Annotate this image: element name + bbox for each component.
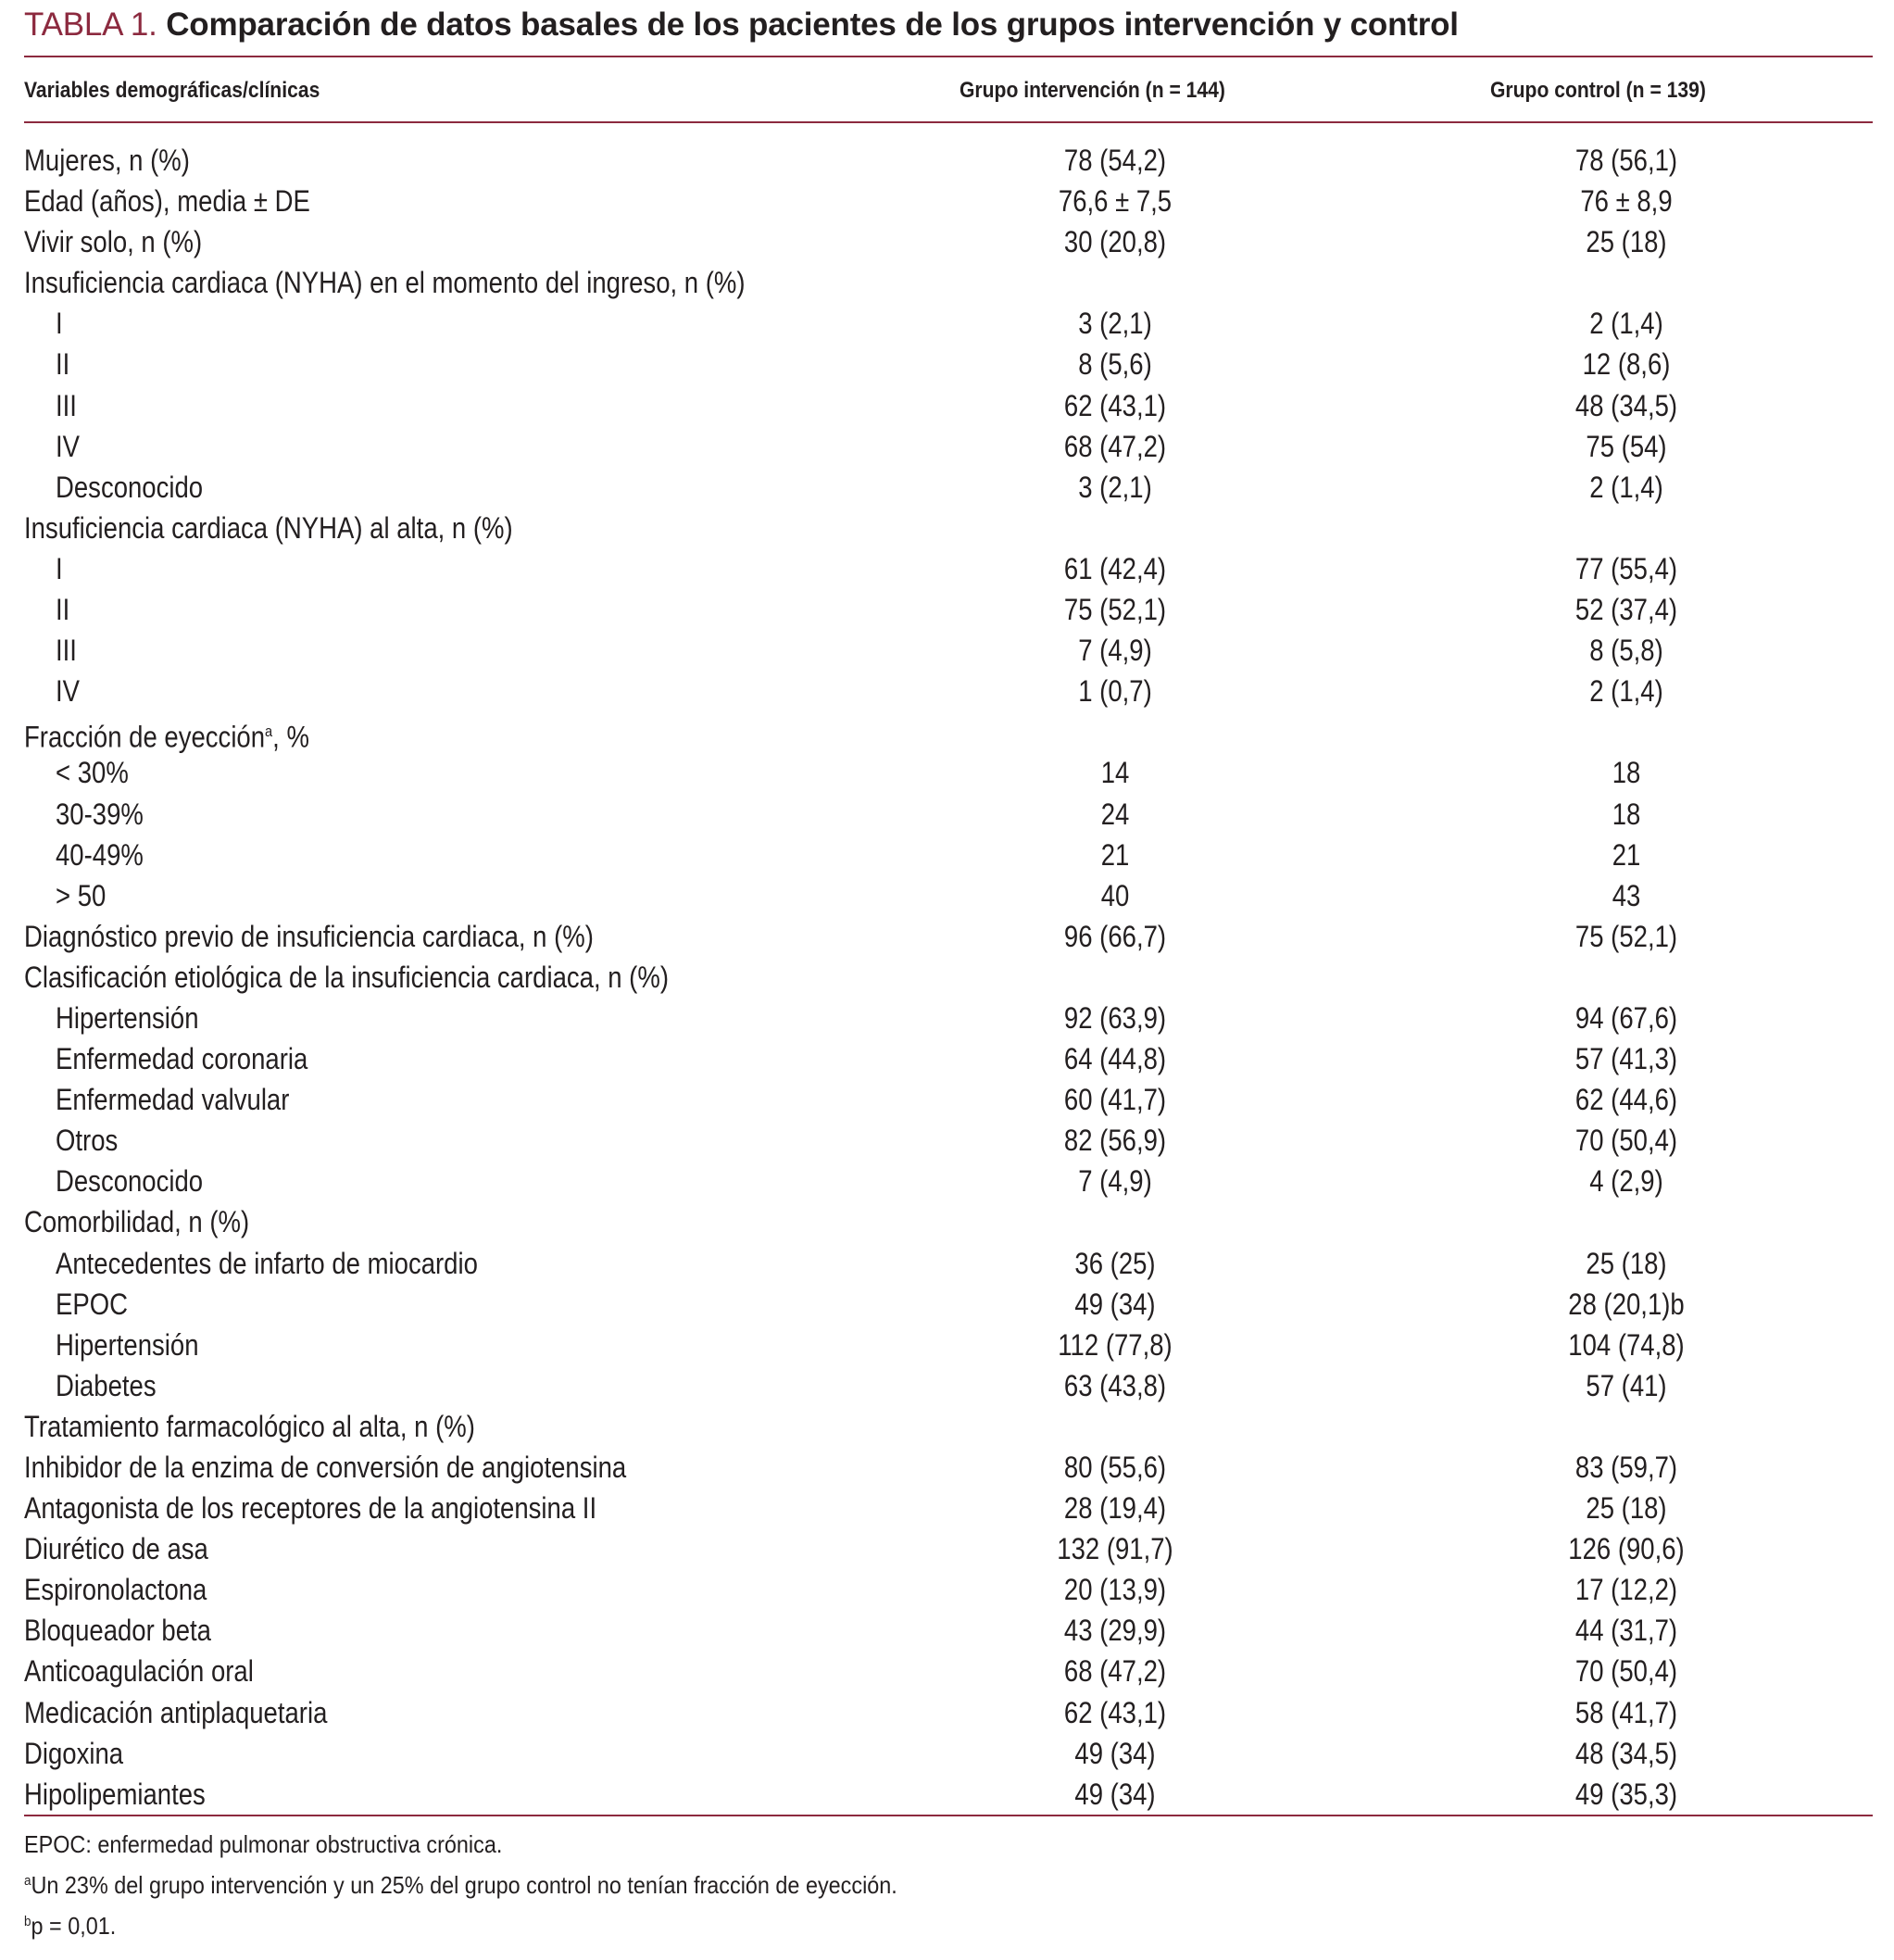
table-row bbox=[24, 221, 1873, 262]
value-control: 75 (54) bbox=[1586, 429, 1667, 463]
value-intervention: 20 (13,9) bbox=[1063, 1573, 1167, 1607]
table-row bbox=[24, 752, 1873, 793]
table-row bbox=[24, 1692, 1873, 1733]
footnote-a-mark: a bbox=[24, 1872, 31, 1889]
table-caption: Comparación de datos basales de los pacientes de los grupos intervención y control bbox=[166, 6, 1459, 43]
value-intervention: 3 (2,1) bbox=[1078, 470, 1152, 504]
value-control: 52 (37,4) bbox=[1574, 593, 1678, 627]
value-control: 25 (18) bbox=[1586, 225, 1667, 259]
value-intervention: 75 (52,1) bbox=[1063, 593, 1167, 627]
value-intervention: 63 (43,8) bbox=[1063, 1368, 1167, 1402]
row-label: Otros bbox=[56, 1124, 119, 1158]
table-row bbox=[24, 181, 1873, 221]
value-control: 126 (90,6) bbox=[1568, 1532, 1685, 1566]
row-label: II bbox=[56, 593, 70, 627]
row-label: Bloqueador beta bbox=[24, 1614, 211, 1648]
row-label: 40-49% bbox=[56, 837, 144, 872]
table-header bbox=[24, 57, 1873, 121]
row-label: Desconocido bbox=[56, 1164, 204, 1199]
value-intervention: 36 (25) bbox=[1074, 1246, 1156, 1280]
row-label: Anticoagulación oral bbox=[24, 1654, 254, 1689]
row-label-footnote-mark: a bbox=[265, 722, 273, 741]
table-row bbox=[24, 998, 1873, 1038]
value-intervention: 49 (34) bbox=[1074, 1777, 1156, 1811]
table-row bbox=[24, 1733, 1873, 1774]
value-intervention: 64 (44,8) bbox=[1063, 1042, 1167, 1076]
table-row bbox=[24, 508, 1873, 548]
row-label: Enfermedad coronaria bbox=[56, 1042, 308, 1076]
row-label: Diurético de asa bbox=[24, 1532, 208, 1566]
row-label: Antagonista de los receptores de la angiotensina II bbox=[24, 1491, 597, 1526]
footnote-abbreviation: EPOC: enfermedad pulmonar obstructiva crónica. bbox=[24, 1829, 503, 1858]
value-control: 78 (56,1) bbox=[1574, 144, 1678, 177]
row-label: III bbox=[56, 388, 77, 422]
value-intervention: 14 bbox=[1100, 756, 1130, 790]
table-row bbox=[24, 1284, 1873, 1325]
footnote-b bbox=[24, 1903, 1687, 1944]
value-control: 18 bbox=[1612, 797, 1641, 831]
value-control: 25 (18) bbox=[1586, 1246, 1667, 1280]
table-row bbox=[24, 467, 1873, 508]
value-control: 2 (1,4) bbox=[1589, 470, 1663, 504]
table-row bbox=[24, 1038, 1873, 1079]
table-row bbox=[24, 1569, 1873, 1610]
row-label bbox=[24, 711, 309, 758]
value-control: 28 (20,1)b bbox=[1568, 1287, 1685, 1321]
table-row bbox=[24, 671, 1873, 711]
value-intervention: 49 (34) bbox=[1074, 1736, 1156, 1770]
value-control: 57 (41) bbox=[1586, 1368, 1667, 1402]
table-row bbox=[24, 1774, 1873, 1815]
row-label: I bbox=[56, 307, 63, 341]
table-row bbox=[24, 957, 1873, 998]
row-label: Desconocido bbox=[56, 470, 204, 504]
table-footnotes bbox=[24, 1816, 1873, 1944]
table-row bbox=[24, 262, 1873, 303]
footnote-a-text: Un 23% del grupo intervención y un 25% del grupo control no tenían fracción de eyección. bbox=[31, 1870, 897, 1899]
table-row bbox=[24, 344, 1873, 384]
value-intervention: 96 (66,7) bbox=[1063, 919, 1167, 953]
value-control: 49 (35,3) bbox=[1574, 1777, 1678, 1811]
row-label: > 50 bbox=[56, 878, 107, 912]
table-row bbox=[24, 589, 1873, 630]
table-row bbox=[24, 426, 1873, 467]
table-row bbox=[24, 1365, 1873, 1406]
footnote-b-text: p = 0,01. bbox=[31, 1911, 117, 1940]
value-intervention: 40 bbox=[1100, 878, 1130, 912]
value-control: 83 (59,7) bbox=[1574, 1451, 1678, 1484]
table-row bbox=[24, 916, 1873, 957]
value-control: 48 (34,5) bbox=[1574, 388, 1678, 422]
row-label: Antecedentes de infarto de miocardio bbox=[56, 1246, 478, 1280]
row-label: Mujeres, n (%) bbox=[24, 144, 190, 177]
value-control: 12 (8,6) bbox=[1582, 347, 1671, 382]
table-row bbox=[24, 1120, 1873, 1161]
value-control: 44 (31,7) bbox=[1574, 1614, 1678, 1648]
value-control: 17 (12,2) bbox=[1574, 1573, 1678, 1607]
value-control: 57 (41,3) bbox=[1574, 1042, 1678, 1076]
value-intervention: 61 (42,4) bbox=[1063, 551, 1167, 585]
value-intervention: 76,6 ± 7,5 bbox=[1058, 184, 1173, 219]
table-row bbox=[24, 794, 1873, 835]
value-control: 75 (52,1) bbox=[1574, 919, 1678, 953]
table-row bbox=[24, 548, 1873, 589]
value-control: 77 (55,4) bbox=[1574, 551, 1678, 585]
row-label: IV bbox=[56, 429, 81, 463]
value-control: 94 (67,6) bbox=[1574, 1000, 1678, 1035]
value-control: 43 bbox=[1612, 878, 1641, 912]
table-number: TABLA 1. bbox=[24, 6, 157, 43]
row-label: 30-39% bbox=[56, 797, 144, 831]
column-header-control: Grupo control (n = 139) bbox=[1490, 78, 1706, 103]
value-intervention: 30 (20,8) bbox=[1063, 225, 1167, 259]
table-row bbox=[24, 1447, 1873, 1488]
value-control: 104 (74,8) bbox=[1568, 1327, 1685, 1362]
value-intervention: 62 (43,1) bbox=[1063, 388, 1167, 422]
column-header-variable: Variables demográficas/clínicas bbox=[24, 78, 320, 103]
row-label: Enfermedad valvular bbox=[56, 1083, 290, 1117]
value-intervention: 3 (2,1) bbox=[1078, 307, 1152, 341]
row-label: Medicación antiplaquetaria bbox=[24, 1695, 328, 1729]
row-label: < 30% bbox=[56, 756, 129, 790]
table-row bbox=[24, 1325, 1873, 1365]
table-row bbox=[24, 875, 1873, 916]
value-control: 2 (1,4) bbox=[1589, 674, 1663, 709]
table-row bbox=[24, 385, 1873, 426]
value-intervention: 132 (91,7) bbox=[1057, 1532, 1173, 1566]
row-label: Espironolactona bbox=[24, 1573, 207, 1607]
value-control: 76 ± 8,9 bbox=[1580, 184, 1673, 219]
table-row bbox=[24, 630, 1873, 671]
value-control: 21 bbox=[1612, 837, 1641, 872]
value-intervention: 21 bbox=[1100, 837, 1130, 872]
row-label: Digoxina bbox=[24, 1736, 124, 1770]
row-label: II bbox=[56, 347, 70, 382]
value-intervention: 7 (4,9) bbox=[1078, 634, 1152, 668]
table-row bbox=[24, 1406, 1873, 1447]
row-label: Hipertensión bbox=[56, 1000, 199, 1035]
value-control: 48 (34,5) bbox=[1574, 1736, 1678, 1770]
value-control: 58 (41,7) bbox=[1574, 1695, 1678, 1729]
table-row bbox=[24, 1528, 1873, 1569]
value-intervention: 78 (54,2) bbox=[1063, 144, 1167, 177]
row-label: IV bbox=[56, 674, 81, 709]
value-control: 2 (1,4) bbox=[1589, 307, 1663, 341]
row-label: Tratamiento farmacológico al alta, n (%) bbox=[24, 1409, 475, 1443]
table-row bbox=[24, 1161, 1873, 1201]
table-row bbox=[24, 1651, 1873, 1691]
table-body bbox=[24, 123, 1873, 1815]
row-label: Edad (años), media ± DE bbox=[24, 184, 310, 219]
row-label: EPOC bbox=[56, 1287, 128, 1321]
value-intervention: 60 (41,7) bbox=[1063, 1083, 1167, 1117]
table-row bbox=[24, 140, 1873, 181]
table-row bbox=[24, 835, 1873, 875]
row-label: Hipolipemiantes bbox=[24, 1777, 206, 1811]
row-label: Insuficiencia cardiaca (NYHA) al alta, n (%) bbox=[24, 510, 513, 545]
value-control: 25 (18) bbox=[1586, 1491, 1667, 1526]
row-label-tail: , % bbox=[272, 720, 309, 754]
row-label: Inhibidor de la enzima de conversión de angiotensina bbox=[24, 1451, 627, 1484]
value-intervention: 24 bbox=[1100, 797, 1130, 831]
row-label: Diagnóstico previo de insuficiencia cardiaca, n (%) bbox=[24, 919, 594, 953]
row-label: I bbox=[56, 551, 63, 585]
table-row bbox=[24, 1488, 1873, 1528]
table-row bbox=[24, 1079, 1873, 1120]
column-header-intervention: Grupo intervención (n = 144) bbox=[960, 78, 1225, 103]
value-control: 8 (5,8) bbox=[1589, 634, 1663, 668]
table-row bbox=[24, 1243, 1873, 1284]
table-row bbox=[24, 1201, 1873, 1242]
row-label: Comorbilidad, n (%) bbox=[24, 1205, 250, 1239]
value-intervention: 92 (63,9) bbox=[1063, 1000, 1167, 1035]
table-title bbox=[24, 0, 1873, 56]
value-intervention: 82 (56,9) bbox=[1063, 1124, 1167, 1158]
row-label: Diabetes bbox=[56, 1368, 157, 1402]
value-intervention: 112 (77,8) bbox=[1058, 1327, 1173, 1362]
value-control: 62 (44,6) bbox=[1574, 1083, 1678, 1117]
value-control: 18 bbox=[1612, 756, 1641, 790]
value-intervention: 28 (19,4) bbox=[1063, 1491, 1167, 1526]
table-figure bbox=[24, 0, 1873, 1944]
row-label: III bbox=[56, 634, 77, 668]
value-intervention: 49 (34) bbox=[1074, 1287, 1156, 1321]
row-label: Insuficiencia cardiaca (NYHA) en el momento del ingreso, n (%) bbox=[24, 266, 746, 300]
row-label: Clasificación etiológica de la insuficiencia cardiaca, n (%) bbox=[24, 960, 669, 994]
footnote-a bbox=[24, 1863, 1687, 1903]
value-intervention: 7 (4,9) bbox=[1078, 1164, 1152, 1199]
value-intervention: 80 (55,6) bbox=[1063, 1451, 1167, 1484]
value-control: 4 (2,9) bbox=[1589, 1164, 1663, 1199]
row-label: Vivir solo, n (%) bbox=[24, 225, 203, 259]
value-control: 70 (50,4) bbox=[1574, 1654, 1678, 1689]
value-intervention: 68 (47,2) bbox=[1063, 429, 1167, 463]
row-label: Hipertensión bbox=[56, 1327, 199, 1362]
table-row bbox=[24, 303, 1873, 344]
table-row bbox=[24, 1610, 1873, 1651]
table-row bbox=[24, 711, 1873, 752]
value-intervention: 1 (0,7) bbox=[1078, 674, 1152, 709]
value-intervention: 68 (47,2) bbox=[1063, 1654, 1167, 1689]
value-intervention: 8 (5,6) bbox=[1078, 347, 1152, 382]
value-intervention: 62 (43,1) bbox=[1063, 1695, 1167, 1729]
row-label-text: Fracción de eyección bbox=[24, 720, 266, 754]
value-intervention: 43 (29,9) bbox=[1063, 1614, 1167, 1648]
footnote-b-mark: b bbox=[24, 1913, 31, 1929]
value-control: 70 (50,4) bbox=[1574, 1124, 1678, 1158]
